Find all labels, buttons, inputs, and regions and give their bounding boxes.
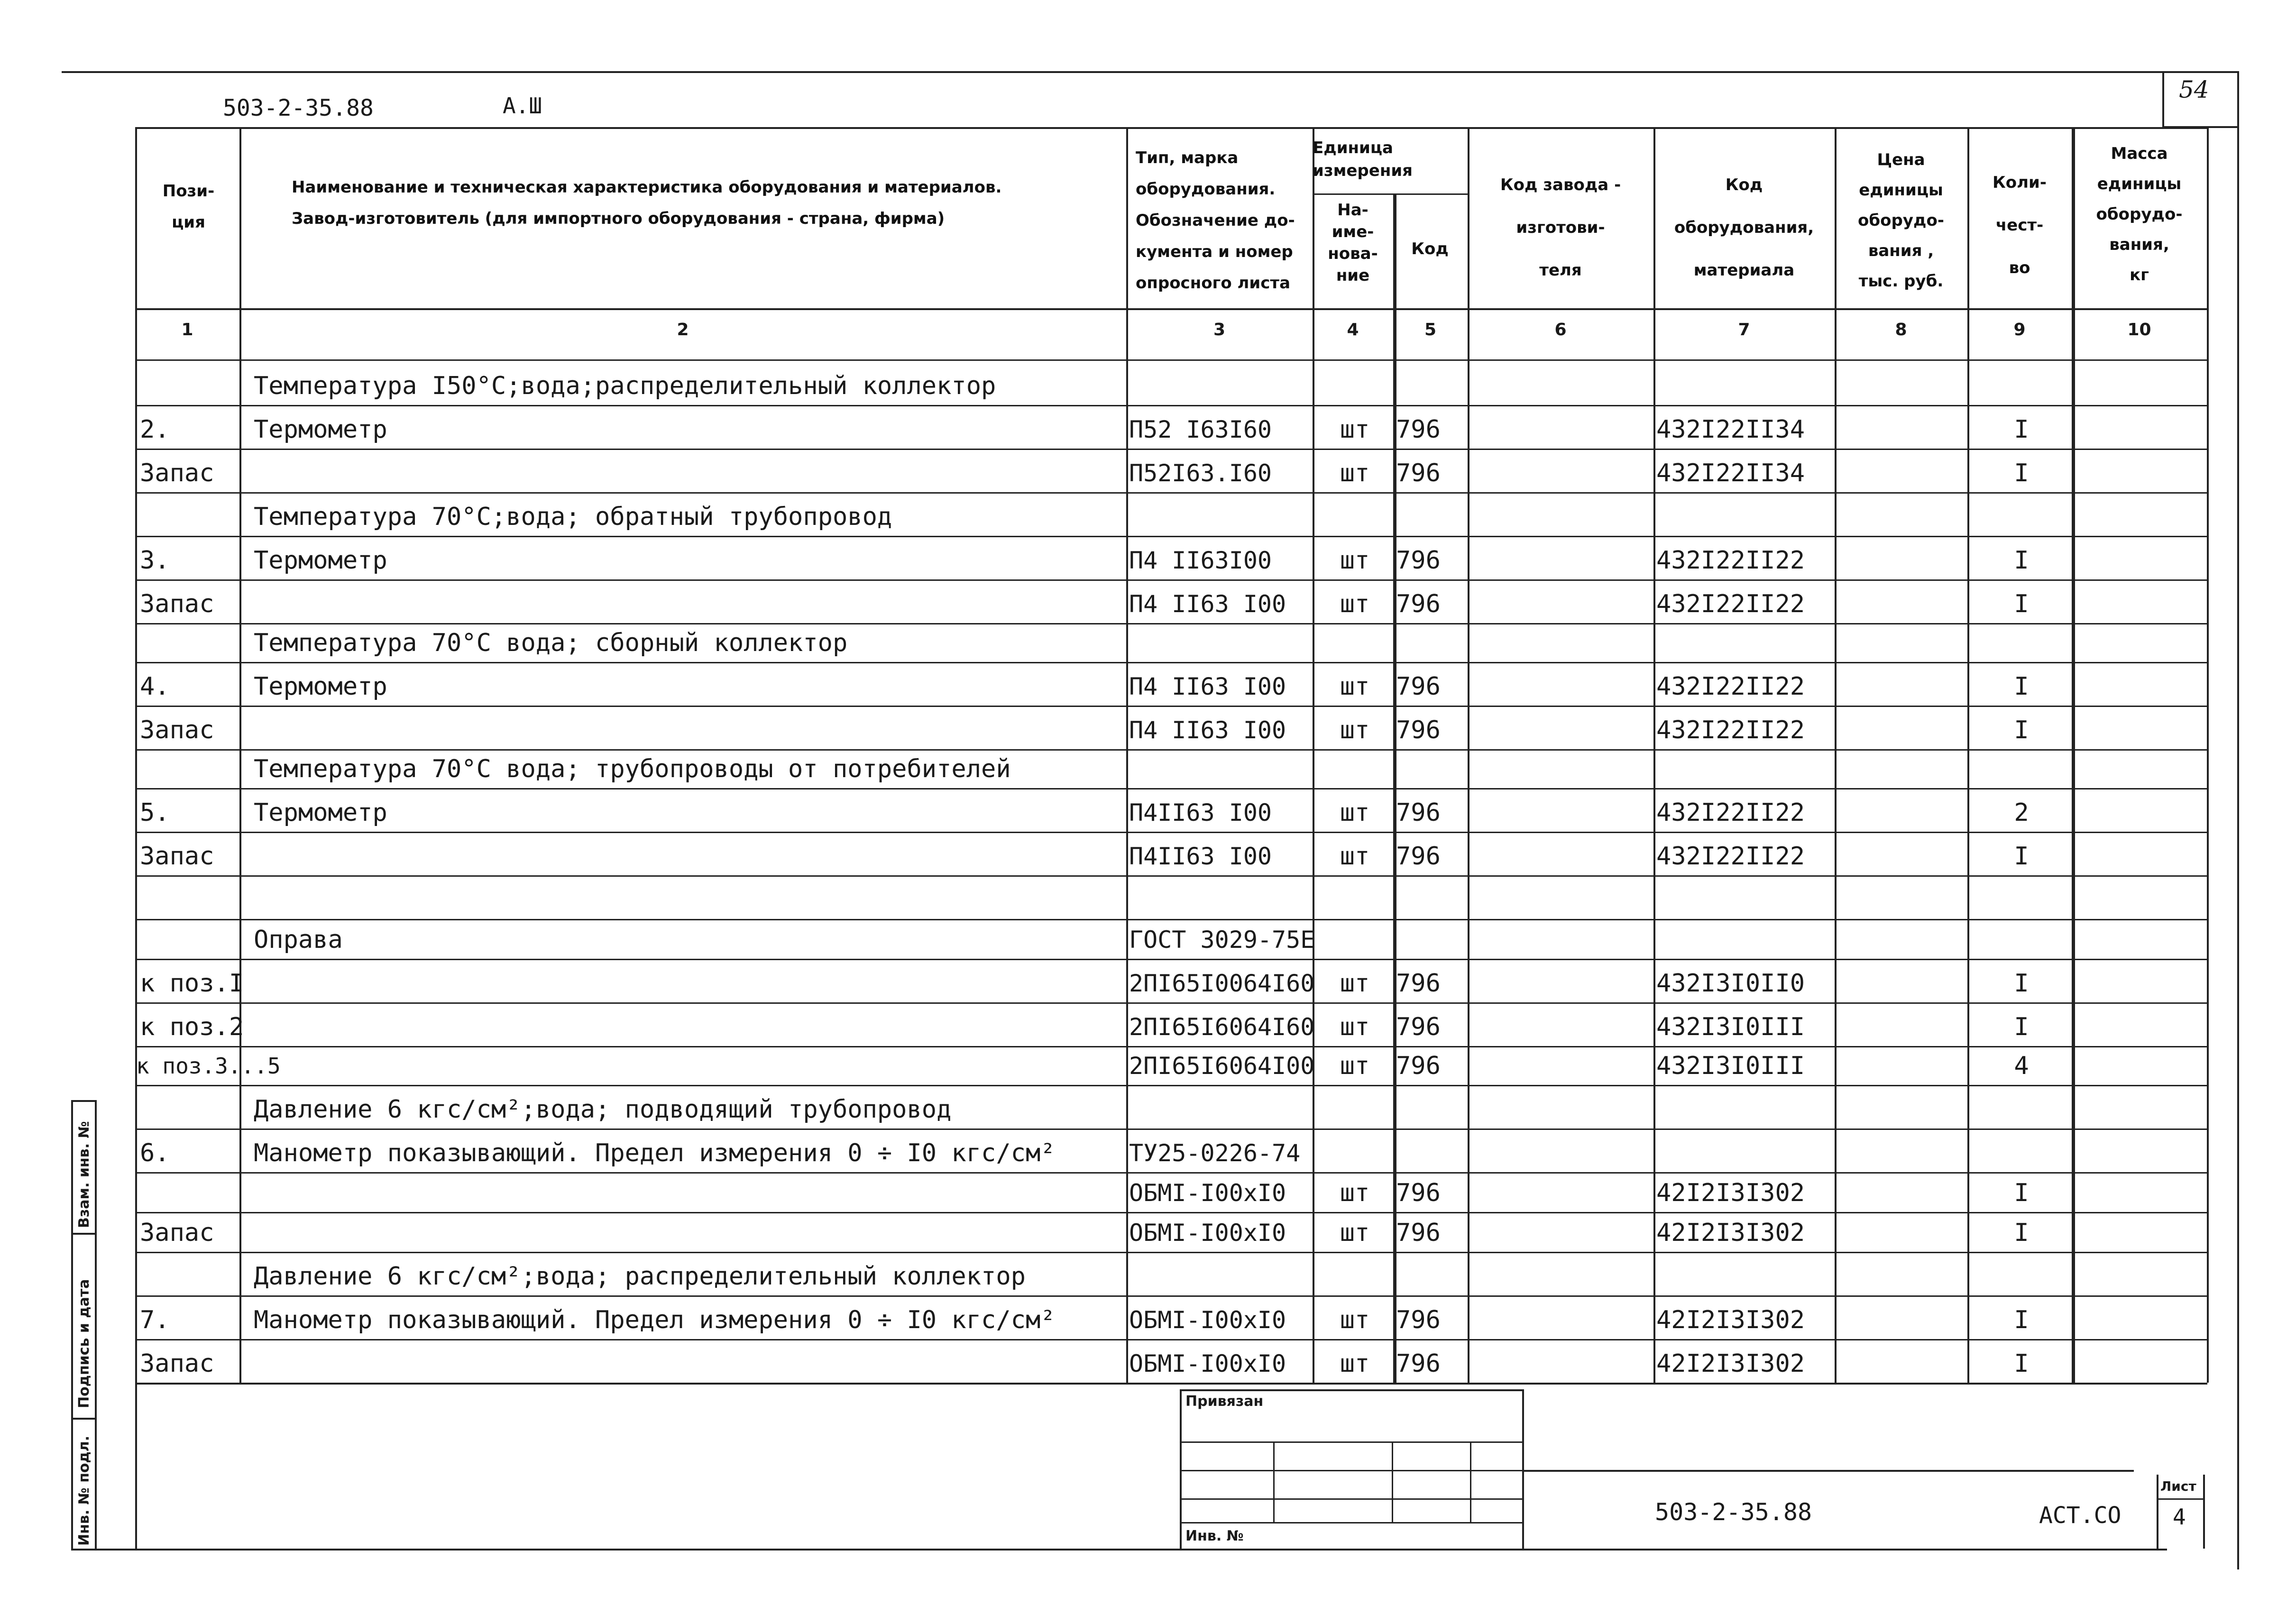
type-cell: ТУ25-0226-74 (1129, 1139, 1301, 1167)
grid-line (135, 405, 2207, 406)
doc-code-top: 503-2-35.88 (223, 95, 374, 121)
unit-code-cell: 796 (1396, 1306, 1441, 1334)
grid-line (135, 536, 2207, 537)
unit-cell: шт (1340, 1179, 1370, 1207)
type-cell: П4 II63 I00 (1129, 716, 1286, 744)
unit-code-cell: 796 (1396, 1219, 1441, 1247)
name-cell: Давление 6 кгс/см²;вода; подводящий трубопровод (254, 1095, 952, 1124)
side-label-signature-date: Подпись и дата (76, 1279, 92, 1408)
grid-line (1313, 127, 1314, 1383)
grid-line (135, 308, 2207, 310)
type-cell: ОБМI-I00хI0 (1129, 1219, 1286, 1247)
grid-line (135, 449, 2207, 450)
quantity-cell: I (2014, 590, 2029, 618)
stamp-grid-line (1470, 1441, 1471, 1522)
equipment-code-cell: 42I2I3I302 (1656, 1306, 1805, 1334)
equipment-code-cell: 42I2I3I302 (1656, 1349, 1805, 1378)
stamp-inv-label: Инв. № (1185, 1528, 1244, 1544)
quantity-cell: I (2014, 842, 2029, 871)
side-stamp-divider (95, 1100, 97, 1549)
position-cell: Запас (140, 716, 214, 744)
header-equipment-code: Код оборудования, материала (1674, 175, 1814, 280)
unit-code-cell: 796 (1396, 590, 1441, 618)
header-plant-code: Код завода - изготови- теля (1500, 175, 1621, 280)
unit-code-cell: 796 (1396, 842, 1441, 871)
grid-line (135, 1383, 2207, 1385)
quantity-cell: I (2014, 1013, 2029, 1041)
unit-code-cell: 796 (1396, 1349, 1441, 1378)
side-stamp-line (71, 1100, 95, 1102)
right-border (2237, 71, 2239, 1569)
unit-code-cell: 796 (1396, 798, 1441, 827)
grid-line (135, 959, 2207, 960)
unit-cell: шт (1340, 798, 1370, 827)
unit-code-cell: 796 (1396, 1179, 1441, 1207)
position-cell: Запас (140, 459, 214, 487)
grid-line (135, 788, 2207, 789)
position-cell: к поз.2 (140, 1013, 244, 1041)
unit-code-cell: 796 (1396, 459, 1441, 487)
bottom-border (71, 1549, 2167, 1551)
position-cell: Запас (140, 1219, 214, 1247)
unit-cell: шт (1340, 1219, 1370, 1247)
equipment-code-cell: 432I22II34 (1656, 459, 1805, 487)
name-cell: Манометр показывающий. Предел измерения 0 ÷ I0 кгс/см² (254, 1139, 1056, 1167)
quantity-cell: I (2014, 672, 2029, 701)
type-cell: 2ПI65I6064I00 (1129, 1052, 1315, 1080)
position-cell: к поз.I (140, 969, 244, 998)
unit-code-cell: 796 (1396, 546, 1441, 575)
stamp-right-line (1522, 1389, 1524, 1549)
position-cell: Запас (140, 1349, 214, 1378)
stamp-doc-code: 503-2-35.88 (1655, 1498, 1812, 1526)
stamp-grid-line (1180, 1470, 1524, 1471)
grid-line (135, 662, 2207, 663)
stamp-sheet-right (2203, 1475, 2205, 1549)
grid-line (135, 706, 2207, 707)
quantity-cell: I (2014, 1219, 2029, 1247)
page-number: 54 (2179, 76, 2209, 103)
column-number: 4 (1347, 320, 1359, 339)
side-label-replaced-inv: Взам. инв. № (76, 1121, 92, 1228)
unit-cell: шт (1340, 590, 1370, 618)
stamp-grid-line (1392, 1441, 1393, 1522)
type-cell: 2ПI65I6064I60 (1129, 1013, 1315, 1041)
unit-code-cell: 796 (1396, 969, 1441, 998)
quantity-cell: 2 (2014, 798, 2029, 827)
unit-cell: шт (1340, 1349, 1370, 1378)
name-cell: Давление 6 кгс/см²;вода; распределительный коллектор (254, 1262, 1026, 1291)
unit-code-cell: 796 (1396, 716, 1441, 744)
grid-line (135, 127, 137, 1383)
type-cell: 2ПI65I0064I60 (1129, 970, 1315, 997)
header-quantity: Коли- чест- во (1993, 173, 2047, 277)
grid-line (135, 623, 2207, 624)
quantity-cell: I (2014, 1179, 2029, 1207)
stamp-grid-line (1180, 1498, 1524, 1500)
equipment-code-cell: 432I22II22 (1656, 546, 1805, 575)
unit-cell: шт (1340, 672, 1370, 701)
equipment-code-cell: 432I3I0II0 (1656, 969, 1805, 998)
unit-cell: шт (1340, 842, 1370, 871)
header-position: Пози- ция (162, 182, 215, 232)
grid-line (135, 1085, 2207, 1086)
quantity-cell: I (2014, 716, 2029, 744)
unit-cell: шт (1340, 415, 1370, 444)
grid-line (135, 1129, 2207, 1130)
column-number: 9 (2013, 320, 2026, 339)
unit-cell: шт (1340, 1052, 1370, 1080)
unit-cell: шт (1340, 459, 1370, 487)
stamp-bound-label: Привязан (1185, 1393, 1264, 1410)
grid-line (239, 127, 241, 1383)
unit-cell: шт (1340, 1306, 1370, 1334)
column-number: 7 (1738, 320, 1750, 339)
side-label-original-inv: Инв. № подл. (76, 1435, 92, 1546)
name-cell: Температура I50°C;вода;распределительный коллектор (254, 372, 996, 400)
position-cell: Запас (140, 842, 214, 871)
quantity-cell: I (2014, 969, 2029, 998)
unit-cell: шт (1340, 546, 1370, 575)
grid-line (135, 749, 2207, 751)
name-cell: Температура 70°C;вода; обратный трубопровод (254, 503, 892, 531)
quantity-cell: 4 (2014, 1052, 2029, 1080)
equipment-code-cell: 432I22II34 (1656, 415, 1805, 444)
stamp-sheet-number: 4 (2173, 1504, 2186, 1530)
grid-line (135, 1252, 2207, 1253)
name-cell: Оправа (254, 926, 343, 954)
stamp-sheet-line (2157, 1498, 2203, 1500)
grid-line (1835, 127, 1837, 1383)
column-number: 1 (181, 320, 193, 339)
grid-line (1653, 127, 1655, 1383)
quantity-cell: I (2014, 546, 2029, 575)
type-cell: П52I63.I60 (1129, 459, 1272, 487)
side-stamp-line (71, 1418, 95, 1420)
grid-line (135, 127, 2207, 129)
equipment-code-cell: 432I22II22 (1656, 590, 1805, 618)
album-top: А.Ш (503, 93, 542, 119)
type-cell: ГОСТ 3029-75Е (1129, 926, 1315, 954)
equipment-code-cell: 42I2I3I302 (1656, 1179, 1805, 1207)
position-cell: Запас (140, 590, 214, 618)
grid-line (135, 1046, 2207, 1047)
column-number: 5 (1424, 320, 1437, 339)
grid-line (135, 1172, 2207, 1174)
stamp-main-line (1522, 1470, 2134, 1472)
header-unit-code: Код (1411, 239, 1449, 258)
header-price: Цена единицы оборудо- вания , тыс. руб. (1858, 150, 1944, 291)
grid-line (135, 1295, 2207, 1297)
type-cell: ОБМI-I00хI0 (1129, 1350, 1286, 1377)
top-border (62, 71, 2238, 73)
unit-cell: шт (1340, 1013, 1370, 1041)
type-cell: П52 I63I60 (1129, 416, 1272, 443)
grid-line (2072, 127, 2075, 1383)
unit-code-cell: 796 (1396, 1013, 1441, 1041)
grid-line (2207, 127, 2209, 1383)
name-cell: Термометр (254, 672, 387, 701)
quantity-cell: I (2014, 1349, 2029, 1378)
equipment-code-cell: 42I2I3I302 (1656, 1219, 1805, 1247)
grid-line (135, 1002, 2207, 1004)
grid-line (135, 875, 2207, 877)
position-cell: 7. (140, 1306, 170, 1334)
type-cell: П4II63 I00 (1129, 799, 1272, 826)
column-number: 10 (2127, 320, 2151, 339)
header-name: Наименование и техническая характеристика оборудования и материалов. Завод-изготовитель (для импортного оборудования - страна, фирма) (292, 178, 1002, 228)
side-stamp-left (71, 1100, 73, 1549)
stamp-sheet-divider (2157, 1475, 2158, 1549)
grid-line (135, 579, 2207, 581)
header-mass: Масса единицы оборудо- вания, кг (2096, 144, 2183, 284)
equipment-code-cell: 432I3I0III (1656, 1052, 1805, 1080)
position-cell: 5. (140, 798, 170, 827)
unit-code-cell: 796 (1396, 415, 1441, 444)
equipment-code-cell: 432I3I0III (1656, 1013, 1805, 1041)
type-cell: П4 II63I00 (1129, 547, 1272, 574)
unit-code-cell: 796 (1396, 672, 1441, 701)
type-cell: П4 II63 I00 (1129, 590, 1286, 618)
grid-line (135, 1339, 2207, 1340)
position-cell: 2. (140, 415, 170, 444)
unit-cell: шт (1340, 716, 1370, 744)
name-cell: Температура 70°C вода; сборный коллектор (254, 629, 848, 657)
stamp-mark: АСТ.СО (2039, 1502, 2122, 1529)
position-cell: 6. (140, 1139, 170, 1167)
header-type: Тип, марка оборудования. Обозначение до- кумента и номер опросного листа (1136, 148, 1295, 293)
stamp-grid-line (1180, 1522, 1524, 1523)
grid-line (135, 359, 2207, 361)
grid-line (1313, 193, 1468, 195)
position-cell: 4. (140, 672, 170, 701)
name-cell: Термометр (254, 798, 387, 827)
equipment-code-cell: 432I22II22 (1656, 672, 1805, 701)
quantity-cell: I (2014, 459, 2029, 487)
equipment-code-cell: 432I22II22 (1656, 842, 1805, 871)
side-stamp-line (71, 1233, 95, 1235)
stamp-sheet-label: Лист (2160, 1478, 2196, 1494)
name-cell: Термометр (254, 415, 387, 444)
header-unit: Единица измерения (1313, 138, 1413, 180)
name-cell: Манометр показывающий. Предел измерения 0 ÷ I0 кгс/см² (254, 1306, 1056, 1334)
stamp-grid-line (1273, 1441, 1275, 1522)
name-cell: Термометр (254, 546, 387, 575)
type-cell: П4 II63 I00 (1129, 673, 1286, 700)
equipment-code-cell: 432I22II22 (1656, 798, 1805, 827)
grid-line (135, 832, 2207, 833)
unit-code-cell: 796 (1396, 1052, 1441, 1080)
position-cell: к поз.3...5 (136, 1053, 281, 1079)
column-number: 2 (677, 320, 689, 339)
grid-line (1468, 127, 1469, 1383)
grid-line (135, 492, 2207, 494)
grid-line (1967, 127, 1969, 1383)
stamp-left-line (1180, 1389, 1182, 1549)
column-number: 3 (1213, 320, 1226, 339)
stamp-grid-line (1180, 1441, 1524, 1443)
type-cell: П4II63 I00 (1129, 843, 1272, 870)
unit-cell: шт (1340, 969, 1370, 998)
column-number: 6 (1554, 320, 1567, 339)
position-cell: 3. (140, 546, 170, 575)
column-number: 8 (1895, 320, 1907, 339)
type-cell: ОБМI-I00хI0 (1129, 1179, 1286, 1207)
grid-line (135, 919, 2207, 920)
grid-line (135, 1212, 2207, 1213)
type-cell: ОБМI-I00хI0 (1129, 1306, 1286, 1334)
header-unit-name: На- име- нова- ние (1328, 201, 1378, 285)
stamp-top-line (1180, 1389, 1524, 1391)
quantity-cell: I (2014, 415, 2029, 444)
quantity-cell: I (2014, 1306, 2029, 1334)
page-number-divider (2162, 71, 2164, 127)
name-cell: Температура 70°C вода; трубопроводы от потребителей (254, 755, 1011, 783)
equipment-code-cell: 432I22II22 (1656, 716, 1805, 744)
